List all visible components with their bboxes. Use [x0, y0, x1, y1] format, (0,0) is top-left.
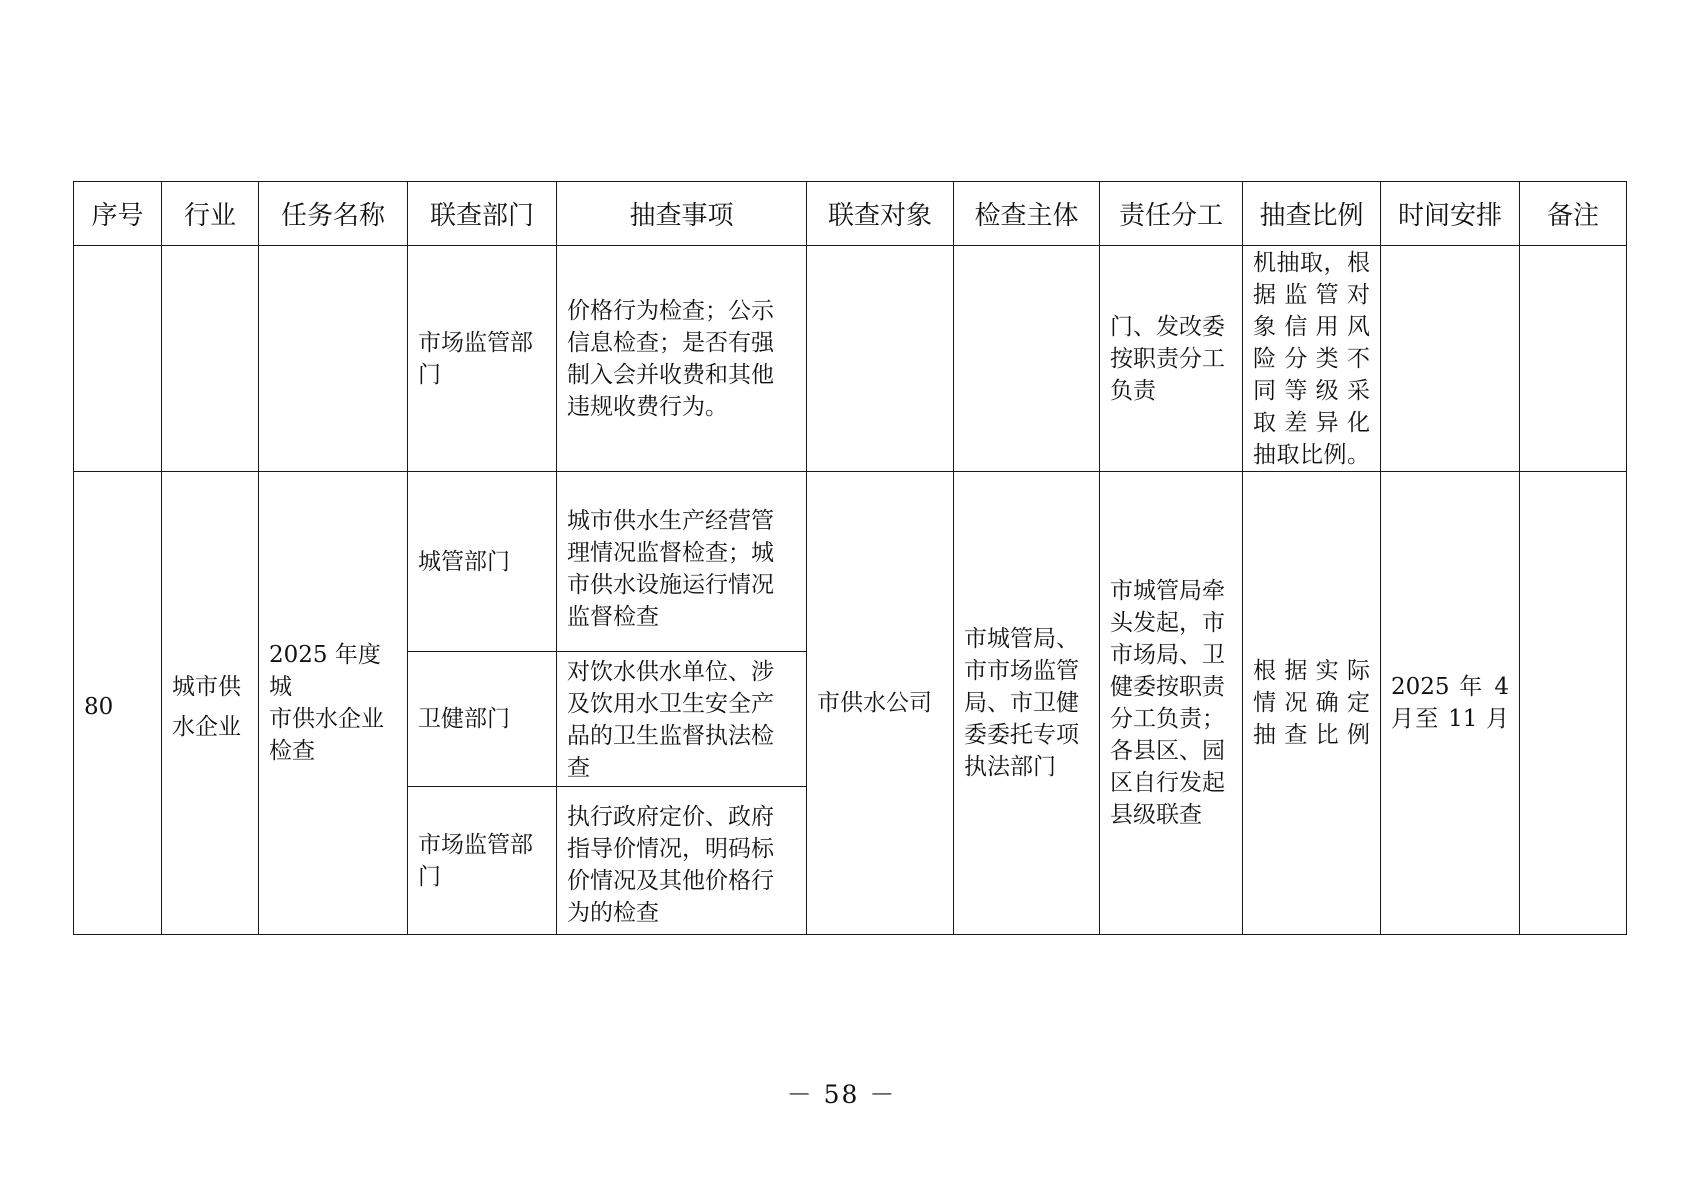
subject-text: 市城管局、 市市场监管 局、市卫健 委委托专项 执法部门: [964, 626, 1079, 780]
header-remarks: 备注: [1520, 182, 1627, 246]
dept-text: 市场监管部 门: [418, 831, 533, 890]
items-text: 对饮水供水单位、涉 及饮用水卫生安全产 品的卫生监督执法检 查: [567, 659, 774, 781]
header-task-name: 任务名称: [259, 182, 408, 246]
cell-schedule-empty: [1381, 246, 1520, 472]
table-row-continued: [74, 246, 1627, 472]
dept-text: 城管部门: [418, 548, 510, 575]
cell-responsibility: [1100, 246, 1243, 472]
cell-target: [807, 472, 954, 935]
header-industry: 行业: [162, 182, 259, 246]
cell-dept: [408, 787, 557, 935]
schedule-text: 2025 年 4 月至 11 月: [1391, 674, 1509, 732]
header-schedule: 时间安排: [1381, 182, 1520, 246]
cell-dept: [408, 246, 557, 472]
inspection-table: [73, 181, 1627, 935]
cell-remarks: [1520, 472, 1627, 935]
ratio-text: 根据实际 情况确定 抽查比例: [1253, 658, 1370, 748]
items-text: 执行政府定价、政府 指导价情况，明码标 价情况及其他价格行 为的检查: [567, 803, 774, 926]
header-ratio: 抽查比例: [1243, 182, 1381, 246]
cell-task: [259, 472, 408, 935]
cell-subject: [954, 472, 1100, 935]
items-text: 价格行为检查；公示 信息检查；是否有强 制入会并收费和其他 违规收费行为。: [567, 297, 774, 420]
items-text: 城市供水生产经营管 理情况监督检查；城 市供水设施运行情况 监督检查: [567, 507, 774, 630]
dept-text: 卫健部门: [418, 706, 510, 732]
cell-ratio: [1243, 472, 1381, 935]
dept-text: 市场监管部 门: [418, 329, 533, 388]
cell-subject-empty: [954, 246, 1100, 472]
header-seq: 序号: [74, 182, 162, 246]
cell-schedule: [1381, 472, 1520, 935]
cell-dept: [408, 472, 557, 652]
cell-industry: [162, 472, 259, 935]
task-text: 2025 年度城 市供水企业 检查: [269, 642, 384, 764]
responsibility-text: 门、发改委 按职责分工 负责: [1110, 313, 1225, 404]
header-inspection-items: 抽查事项: [557, 182, 807, 246]
cell-remarks-empty: [1520, 246, 1627, 472]
cell-seq: [74, 472, 162, 935]
cell-ratio: [1243, 246, 1381, 472]
cell-responsibility: [1100, 472, 1243, 935]
cell-task-empty: [259, 246, 408, 472]
cell-items: [557, 472, 807, 652]
cell-dept: [408, 652, 557, 787]
cell-items: [557, 787, 807, 935]
responsibility-text: 市城管局牵 头发起，市 市场局、卫 健委按职责 分工负责； 各县区、园 区自行发起 县级联查: [1110, 578, 1225, 828]
cell-industry-empty: [162, 246, 259, 472]
header-inspection-subject: 检查主体: [954, 182, 1100, 246]
cell-seq-empty: [74, 246, 162, 472]
header-responsibility: 责任分工: [1100, 182, 1243, 246]
header-joint-dept: 联查部门: [408, 182, 557, 246]
cell-target-empty: [807, 246, 954, 472]
industry-text: 城市供 水企业: [172, 674, 241, 740]
target-text: 市供水公司: [817, 690, 932, 716]
seq-text: 80: [84, 694, 114, 720]
ratio-text: 机抽取，根 据监管对 象信用风 险分类不 同等级采 取差异化 抽取比例。: [1253, 249, 1370, 468]
page-number: － 58 －: [786, 1080, 897, 1109]
header-joint-target: 联查对象: [807, 182, 954, 246]
cell-items: [557, 652, 807, 787]
table-row: [74, 472, 1627, 652]
cell-items: [557, 246, 807, 472]
header-row: [74, 182, 1627, 246]
